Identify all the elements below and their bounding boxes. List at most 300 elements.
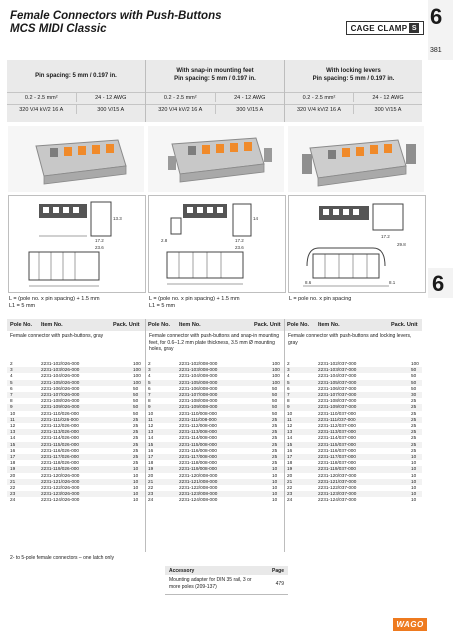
pole-no: 10 bbox=[148, 410, 154, 416]
item-no: 2231-120/037-000 bbox=[318, 472, 357, 478]
pole-no: 21 bbox=[287, 478, 293, 484]
table-row bbox=[7, 497, 422, 503]
spec-rating-ul: 300 V/15 A bbox=[353, 104, 422, 114]
accessory-item: Mounting adapter for DIN 35 rail, 3 or more poles (209-137) bbox=[169, 577, 252, 590]
pole-no: 11 bbox=[10, 416, 15, 422]
pack-unit: 10 bbox=[133, 485, 139, 490]
product-photo-1 bbox=[8, 126, 144, 192]
pole-no: 18 bbox=[287, 460, 293, 466]
spec-range-awg: 24 - 12 AWG bbox=[353, 92, 422, 102]
table-header bbox=[7, 319, 422, 331]
pole-no: 21 bbox=[148, 478, 154, 484]
pole-no: 12 bbox=[10, 423, 16, 428]
item-no: 2231-104/026-000 bbox=[41, 373, 80, 379]
spec-heading-line-1: With locking levers bbox=[326, 68, 381, 74]
pack-unit: 50 bbox=[411, 385, 417, 391]
pole-no: 4 bbox=[148, 373, 151, 379]
drawing-3 bbox=[288, 195, 426, 293]
pole-no: 17 bbox=[10, 454, 16, 459]
equation-line: L = (pole no. x pin spacing) + 1.5 mm bbox=[9, 296, 100, 302]
spec-col-3 bbox=[285, 60, 422, 122]
item-no: 2231-103/026-000 bbox=[41, 367, 80, 373]
item-no: 2231-108/008-000 bbox=[179, 398, 218, 404]
spec-row-rating bbox=[7, 104, 145, 114]
item-no: 2231-114/008-000 bbox=[179, 435, 217, 441]
pole-no: 19 bbox=[287, 466, 293, 472]
item-no: 2231-105/026-000 bbox=[41, 379, 80, 385]
spec-heading bbox=[285, 68, 422, 83]
dim-label: 13.3 bbox=[113, 216, 122, 221]
description-1: Female connector with push-buttons, gray bbox=[10, 333, 104, 339]
item-no: 2231-105/008-000 bbox=[179, 379, 218, 385]
pole-no: 21 bbox=[10, 478, 16, 484]
pole-no: 18 bbox=[148, 460, 154, 466]
pole-no: 3 bbox=[10, 367, 13, 373]
pack-unit: 25 bbox=[411, 429, 417, 435]
pack-unit: 10 bbox=[272, 478, 278, 484]
pack-unit: 25 bbox=[133, 460, 139, 466]
pack-unit: 10 bbox=[411, 485, 417, 490]
pack-unit: 50 bbox=[133, 398, 139, 404]
pack-unit: 10 bbox=[272, 497, 278, 503]
pack-unit: 100 bbox=[133, 367, 141, 373]
pole-no: 24 bbox=[148, 497, 154, 503]
item-no: 2231-103/008-000 bbox=[179, 367, 218, 373]
pole-no: 3 bbox=[287, 367, 290, 373]
pack-unit: 50 bbox=[272, 410, 278, 416]
pack-unit: 10 bbox=[133, 497, 139, 503]
spec-row-range bbox=[285, 92, 422, 102]
accessory-row bbox=[165, 575, 288, 595]
pole-no: 9 bbox=[148, 404, 151, 410]
pack-unit: 25 bbox=[272, 441, 278, 447]
col-pole-no: Pole No. bbox=[287, 322, 310, 328]
item-no: 2231-122/037-000 bbox=[318, 485, 357, 490]
pack-unit: 50 bbox=[411, 379, 417, 385]
item-no: 2231-119/037-000 bbox=[318, 466, 356, 472]
item-no: 2231-118/008-000 bbox=[179, 460, 217, 466]
pole-no: 10 bbox=[10, 410, 16, 416]
pack-unit: 50 bbox=[411, 367, 417, 373]
item-no: 2231-120/026-000 bbox=[41, 472, 80, 478]
dim-label: 23.6 bbox=[235, 245, 244, 250]
item-no: 2231-124/037-000 bbox=[318, 497, 357, 503]
spec-rating-iec: 320 V/4 kV/2 16 A bbox=[285, 104, 353, 114]
pack-unit: 100 bbox=[133, 373, 141, 379]
item-no: 2231-116/026-000 bbox=[41, 447, 79, 453]
dim-label: 14 bbox=[253, 216, 259, 221]
pack-unit: 10 bbox=[411, 466, 417, 472]
item-no: 2231-111/037-000 bbox=[318, 416, 356, 422]
pack-unit: 25 bbox=[272, 447, 278, 453]
pole-no: 14 bbox=[287, 435, 293, 441]
item-no: 2231-114/037-000 bbox=[318, 435, 356, 441]
item-no: 2231-115/026-000 bbox=[41, 441, 79, 447]
pole-no: 8 bbox=[148, 398, 151, 404]
item-no: 2231-102/037-000 bbox=[318, 361, 357, 366]
pole-no: 2 bbox=[287, 361, 290, 366]
pack-unit: 50 bbox=[272, 392, 278, 397]
equation-line: L = pole no. x pin spacing bbox=[289, 296, 352, 302]
pack-unit: 25 bbox=[133, 454, 139, 459]
pack-unit: 10 bbox=[411, 497, 417, 503]
pole-no: 23 bbox=[287, 491, 293, 497]
pole-no: 9 bbox=[10, 404, 13, 410]
pack-unit: 50 bbox=[272, 385, 278, 391]
item-no: 2231-124/008-000 bbox=[179, 497, 218, 503]
spec-row-range bbox=[7, 92, 145, 102]
item-no: 2231-110/008-000 bbox=[179, 410, 217, 416]
spec-rating-iec: 320 V/4 kV/2 16 A bbox=[7, 104, 76, 114]
pole-no: 4 bbox=[10, 373, 13, 379]
dim-label: 17.2 bbox=[95, 238, 104, 243]
item-no: 2231-121/026-000 bbox=[41, 478, 80, 484]
pole-no: 6 bbox=[148, 385, 151, 391]
item-no: 2231-106/026-000 bbox=[41, 385, 80, 391]
pole-no: 5 bbox=[287, 379, 290, 385]
item-no: 2231-107/037-000 bbox=[318, 392, 357, 397]
pack-unit: 100 bbox=[272, 361, 280, 366]
pole-no: 7 bbox=[10, 392, 13, 397]
pack-unit: 10 bbox=[133, 466, 139, 472]
pole-no: 8 bbox=[287, 398, 290, 404]
title-line-1: Female Connectors with Push-Buttons bbox=[10, 10, 222, 22]
spec-heading-line-2: Pin spacing: 5 mm / 0.197 in. bbox=[174, 75, 256, 82]
item-no: 2231-115/037-000 bbox=[318, 441, 356, 447]
pack-unit: 100 bbox=[411, 361, 419, 366]
pack-unit: 10 bbox=[411, 491, 417, 497]
pole-no: 23 bbox=[148, 491, 154, 497]
item-no: 2231-109/026-000 bbox=[41, 404, 80, 410]
item-no: 2231-106/037-000 bbox=[318, 385, 357, 391]
spec-row-range bbox=[146, 92, 284, 102]
length-equation-2 bbox=[149, 296, 240, 310]
brand-label: CAGE CLAMP bbox=[350, 23, 408, 33]
spec-col-1 bbox=[7, 60, 145, 122]
equation-line: L = (pole no. x pin spacing) + 1.5 mm bbox=[149, 296, 240, 302]
spec-range-awg: 24 - 12 AWG bbox=[215, 92, 285, 102]
item-no: 2231-111/008-000 bbox=[179, 416, 217, 422]
pole-no: 24 bbox=[287, 497, 293, 503]
pole-no: 18 bbox=[10, 460, 16, 466]
pole-no: 22 bbox=[148, 485, 154, 490]
spec-range-mm: 0.2 - 2.5 mm² bbox=[7, 92, 76, 102]
pack-unit: 25 bbox=[272, 435, 278, 441]
dim-label: 29.8 bbox=[397, 242, 406, 247]
dim-label: 2.8 bbox=[161, 238, 168, 243]
footnote: 2- to 5-pole female connectors – one latch only bbox=[10, 555, 114, 561]
pole-no: 2 bbox=[148, 361, 151, 366]
spec-band bbox=[7, 60, 422, 122]
pole-no: 3 bbox=[148, 367, 151, 373]
ordering-table bbox=[7, 319, 422, 564]
pack-unit: 25 bbox=[272, 454, 278, 459]
pack-unit: 10 bbox=[411, 472, 417, 478]
pack-unit: 10 bbox=[411, 460, 417, 466]
pack-unit: 25 bbox=[411, 441, 417, 447]
item-no: 2231-117/008-000 bbox=[179, 454, 217, 459]
pack-unit: 50 bbox=[272, 404, 278, 410]
drawing-2-svg bbox=[149, 196, 285, 292]
pack-unit: 50 bbox=[133, 392, 139, 397]
equation-line: L1 = 5 mm bbox=[9, 303, 36, 309]
pack-unit: 25 bbox=[411, 423, 417, 428]
pack-unit: 100 bbox=[133, 379, 141, 385]
pack-unit: 10 bbox=[411, 478, 417, 484]
drawing-2 bbox=[148, 195, 286, 293]
item-no: 2231-120/008-000 bbox=[179, 472, 218, 478]
pole-no: 20 bbox=[10, 472, 16, 478]
spec-heading-line-2: Pin spacing: 5 mm / 0.197 in. bbox=[312, 75, 395, 82]
pack-unit: 100 bbox=[272, 379, 280, 385]
pole-no: 5 bbox=[10, 379, 13, 385]
col-pack-unit: Pack. Unit bbox=[254, 322, 281, 328]
col-pole-no: Pole No. bbox=[10, 322, 33, 328]
table-divider bbox=[284, 319, 285, 552]
item-no: 2231-103/037-000 bbox=[318, 367, 357, 373]
pack-unit: 50 bbox=[411, 373, 417, 379]
item-no: 2231-102/008-000 bbox=[179, 361, 218, 366]
dim-label: 8.6 bbox=[305, 280, 312, 285]
pole-no: 2 bbox=[10, 361, 13, 366]
spec-rating-ul: 300 V/15 A bbox=[76, 104, 146, 114]
item-no: 2231-122/026-000 bbox=[41, 485, 80, 490]
item-no: 2231-117/037-000 bbox=[318, 454, 356, 459]
item-no: 2231-109/008-000 bbox=[179, 404, 218, 410]
pack-unit: 25 bbox=[133, 435, 139, 441]
pack-unit: 100 bbox=[272, 373, 280, 379]
item-no: 2231-105/037-000 bbox=[318, 379, 357, 385]
title-line-2: MCS MIDI Classic bbox=[10, 23, 107, 35]
pack-unit: 25 bbox=[411, 404, 417, 410]
equation-line: L1 = 5 mm bbox=[149, 303, 176, 309]
item-no: 2231-102/026-000 bbox=[41, 361, 80, 366]
pack-unit: 25 bbox=[133, 416, 139, 422]
item-no: 2231-106/008-000 bbox=[179, 385, 218, 391]
pole-no: 20 bbox=[148, 472, 154, 478]
description-3: Female connector with push-buttons and locking levers, gray bbox=[288, 333, 412, 346]
pack-unit: 25 bbox=[133, 447, 139, 453]
pack-unit: 25 bbox=[272, 460, 278, 466]
drawing-1 bbox=[8, 195, 146, 293]
pole-no: 7 bbox=[287, 392, 290, 397]
pole-no: 14 bbox=[10, 435, 16, 441]
pole-no: 16 bbox=[287, 447, 293, 453]
item-no: 2231-113/037-000 bbox=[318, 429, 356, 435]
spec-row-rating bbox=[285, 104, 422, 114]
pack-unit: 25 bbox=[133, 423, 139, 428]
pole-no: 23 bbox=[10, 491, 16, 497]
col-item-no: Item No. bbox=[179, 322, 201, 328]
page-title bbox=[10, 10, 222, 36]
pole-no: 14 bbox=[148, 435, 154, 441]
pack-unit: 50 bbox=[133, 410, 139, 416]
item-no: 2231-112/008-000 bbox=[179, 423, 217, 428]
col-pole-no: Pole No. bbox=[148, 322, 171, 328]
item-no: 2231-116/037-000 bbox=[318, 447, 356, 453]
dim-label: 8.1 bbox=[389, 280, 396, 285]
pack-unit: 10 bbox=[272, 466, 278, 472]
pack-unit: 25 bbox=[411, 410, 417, 416]
pole-no: 9 bbox=[287, 404, 290, 410]
pole-no: 16 bbox=[148, 447, 154, 453]
pole-no: 5 bbox=[148, 379, 151, 385]
pole-no: 19 bbox=[148, 466, 154, 472]
spec-col-2 bbox=[146, 60, 284, 122]
pack-unit: 10 bbox=[411, 454, 417, 459]
accessory-header bbox=[165, 566, 288, 575]
spec-heading-line-1: With snap-in mounting feet bbox=[176, 68, 254, 74]
pack-unit: 10 bbox=[272, 472, 278, 478]
pole-no: 12 bbox=[287, 423, 293, 428]
side-section-number: 6 bbox=[432, 271, 445, 296]
product-photo-3 bbox=[288, 126, 424, 192]
dim-label: 17.2 bbox=[381, 234, 390, 239]
section-number: 6 bbox=[430, 4, 443, 29]
item-no: 2231-110/026-000 bbox=[41, 410, 79, 416]
spec-rating-ul: 300 V/15 A bbox=[215, 104, 285, 114]
col-item-no: Item No. bbox=[318, 322, 340, 328]
table-divider bbox=[145, 319, 146, 552]
pole-no: 7 bbox=[148, 392, 151, 397]
item-no: 2231-113/008-000 bbox=[179, 429, 217, 435]
pack-unit: 50 bbox=[133, 385, 139, 391]
spec-range-awg: 24 - 12 AWG bbox=[76, 92, 146, 102]
pole-no: 6 bbox=[10, 385, 13, 391]
pack-unit: 50 bbox=[133, 404, 139, 410]
accessory-label: Accessory bbox=[169, 568, 195, 574]
pack-unit: 30 bbox=[411, 392, 417, 397]
connector-1-image bbox=[8, 126, 144, 192]
dim-label: 17.2 bbox=[235, 238, 244, 243]
item-no: 2231-112/026-000 bbox=[41, 423, 79, 428]
item-no: 2231-119/008-000 bbox=[179, 466, 217, 472]
item-no: 2231-123/037-000 bbox=[318, 491, 357, 497]
pack-unit: 25 bbox=[411, 435, 417, 441]
pack-unit: 10 bbox=[133, 491, 139, 497]
spec-row-rating bbox=[146, 104, 284, 114]
length-equation-3 bbox=[289, 296, 351, 303]
pack-unit: 25 bbox=[133, 441, 139, 447]
spec-heading-line-1: Pin spacing: 5 mm / 0.197 in. bbox=[35, 73, 117, 79]
pole-no: 24 bbox=[10, 497, 16, 503]
spec-range-mm: 0.2 - 2.5 mm² bbox=[285, 92, 353, 102]
page-number: 381 bbox=[430, 47, 442, 54]
col-item-no: Item No. bbox=[41, 322, 63, 328]
item-no: 2231-113/026-000 bbox=[41, 429, 79, 435]
item-no: 2231-112/037-000 bbox=[318, 423, 356, 428]
pole-no: 12 bbox=[148, 423, 154, 428]
item-no: 2231-108/026-000 bbox=[41, 398, 80, 404]
item-no: 2231-121/008-000 bbox=[179, 478, 218, 484]
pole-no: 16 bbox=[10, 447, 16, 453]
description-2: Female connector with push-buttons and snap-in mounting feet, for 0.6–1.2 mm plate thickness, 3.5 mm Ø mounting holes, gray bbox=[149, 333, 280, 352]
connector-3-image bbox=[288, 126, 424, 192]
pole-no: 15 bbox=[148, 441, 154, 447]
pack-unit: 100 bbox=[133, 361, 141, 366]
item-no: 2231-124/026-000 bbox=[41, 497, 80, 503]
pole-no: 17 bbox=[287, 454, 293, 459]
pole-no: 11 bbox=[148, 416, 153, 422]
pack-unit: 10 bbox=[272, 491, 278, 497]
item-no: 2231-117/026-000 bbox=[41, 454, 79, 459]
pole-no: 13 bbox=[148, 429, 154, 435]
pole-no: 11 bbox=[287, 416, 292, 422]
pack-unit: 50 bbox=[272, 398, 278, 404]
pole-no: 17 bbox=[148, 454, 154, 459]
pack-unit: 25 bbox=[411, 447, 417, 453]
item-no: 2231-110/037-000 bbox=[318, 410, 356, 416]
pack-unit: 25 bbox=[133, 429, 139, 435]
item-no: 2231-123/008-000 bbox=[179, 491, 218, 497]
pack-unit: 25 bbox=[272, 416, 278, 422]
spec-range-mm: 0.2 - 2.5 mm² bbox=[146, 92, 215, 102]
pole-no: 15 bbox=[10, 441, 16, 447]
pack-unit: 25 bbox=[272, 429, 278, 435]
item-no: 2231-104/008-000 bbox=[179, 373, 218, 379]
spec-rating-iec: 320 V/4 kV/2 16 A bbox=[146, 104, 215, 114]
pole-no: 13 bbox=[287, 429, 293, 435]
pole-no: 4 bbox=[287, 373, 290, 379]
item-no: 2231-116/008-000 bbox=[179, 447, 217, 453]
pack-unit: 25 bbox=[411, 398, 417, 404]
pole-no: 10 bbox=[287, 410, 293, 416]
col-pack-unit: Pack. Unit bbox=[113, 322, 140, 328]
item-no: 2231-107/008-000 bbox=[179, 392, 218, 397]
item-no: 2231-108/037-000 bbox=[318, 398, 357, 404]
col-pack-unit: Pack. Unit bbox=[391, 322, 418, 328]
dim-label: 23.6 bbox=[95, 245, 104, 250]
item-no: 2231-104/037-000 bbox=[318, 373, 357, 379]
item-no: 2231-114/026-000 bbox=[41, 435, 79, 441]
wago-logo: WAGO bbox=[393, 618, 427, 631]
item-no: 2231-121/037-000 bbox=[318, 478, 357, 484]
accessory-page[interactable]: 479 bbox=[275, 581, 284, 587]
pack-unit: 10 bbox=[133, 472, 139, 478]
pole-no: 15 bbox=[287, 441, 293, 447]
drawing-1-svg bbox=[9, 196, 145, 292]
item-no: 2231-107/026-000 bbox=[41, 392, 80, 397]
pole-no: 22 bbox=[10, 485, 16, 490]
pole-no: 13 bbox=[10, 429, 16, 435]
pole-no: 22 bbox=[287, 485, 293, 490]
length-equation-1 bbox=[9, 296, 100, 310]
spec-heading bbox=[146, 68, 284, 83]
item-no: 2231-115/008-000 bbox=[179, 441, 217, 447]
cage-clamp-brand bbox=[346, 21, 424, 35]
product-photo-2 bbox=[148, 126, 284, 192]
item-no: 2231-119/026-000 bbox=[41, 466, 79, 472]
page-label: Page bbox=[272, 568, 284, 574]
spec-heading bbox=[7, 73, 145, 81]
pack-unit: 25 bbox=[411, 416, 417, 422]
item-no: 2231-111/026-000 bbox=[41, 416, 79, 422]
pack-unit: 100 bbox=[272, 367, 280, 373]
pack-unit: 10 bbox=[133, 478, 139, 484]
pack-unit: 25 bbox=[272, 423, 278, 428]
item-no: 2231-123/026-000 bbox=[41, 491, 80, 497]
pole-no: 6 bbox=[287, 385, 290, 391]
brand-s-icon: S bbox=[409, 23, 419, 33]
item-no: 2231-118/026-000 bbox=[41, 460, 79, 466]
pack-unit: 10 bbox=[272, 485, 278, 490]
accessory-table bbox=[165, 566, 288, 596]
pole-no: 19 bbox=[10, 466, 16, 472]
item-no: 2231-118/037-000 bbox=[318, 460, 356, 466]
connector-2-image bbox=[148, 126, 284, 192]
item-no: 2231-109/037-000 bbox=[318, 404, 357, 410]
pole-no: 8 bbox=[10, 398, 13, 404]
